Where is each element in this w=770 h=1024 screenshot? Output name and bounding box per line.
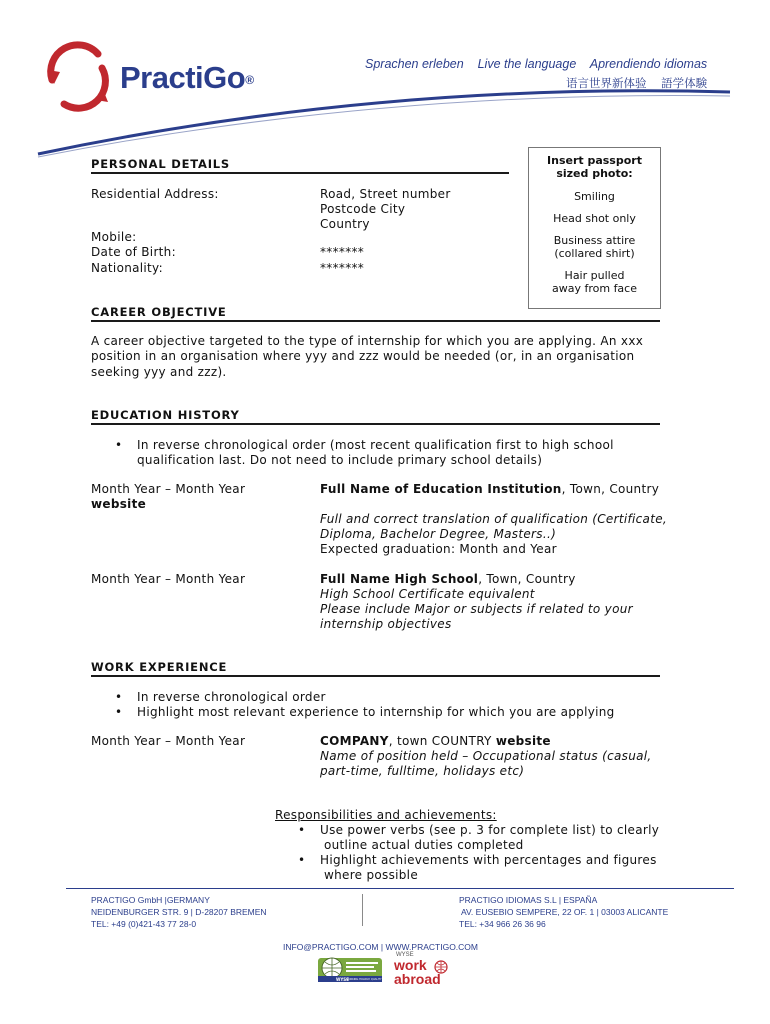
edu1-location: , Town, Country (561, 482, 660, 496)
career-line-3: seeking yyy and zzz). (91, 365, 227, 379)
edu2-school (320, 572, 576, 587)
education-bullet: • In reverse chronological order (most recent qualification first to high school (137, 438, 614, 453)
taglines-cjk: 语言世界新体验 語学体験 (566, 76, 708, 90)
label-dob: Date of Birth: (91, 245, 176, 259)
footer-right: PRACTIGO IDIOMAS S.L | ESPAÑA AV. EUSEBIO SEMPERE, 22 OF. 1 | 03003 ALICANTE TEL: +34 966 26 36 96 (459, 895, 669, 929)
edu2-line-3: internship objectives (320, 617, 452, 631)
resp-bullet-2-cont: where possible (324, 868, 419, 882)
label-address: Residential Address: (91, 187, 219, 201)
address-line-3: Country (320, 217, 370, 231)
nationality-value: ******* (320, 261, 365, 275)
address-line-2: Postcode City (320, 202, 406, 216)
work-bullet-1: • In reverse chronological order (137, 690, 326, 705)
work-position-2: part-time, fulltime, holidays etc) (320, 764, 525, 778)
edu2-line-1: High School Certificate equivalent (320, 587, 535, 601)
education-heading: EDUCATION HISTORY (91, 408, 240, 422)
resp-heading: Responsibilities and achievements: (275, 808, 497, 822)
footer-contact[interactable]: INFO@PRACTIGO.COM | WWW.PRACTIGO.COM (283, 942, 478, 952)
personal-details-heading: PERSONAL DETAILS (91, 157, 230, 171)
footer-left: PRACTIGO GmbH |GERMANY NEIDENBURGER STR. 9 | D-28207 BREMEN TEL: +49 (0)421-43 77 28-0 (91, 895, 267, 929)
edu2-school-name: Full Name High School (320, 572, 479, 586)
taglines: Sprachen erleben Live the language Aprendiendo idiomas (365, 57, 708, 71)
edu2-line-2: Please include Major or subjects if related to your (320, 602, 633, 616)
personal-rule (91, 172, 509, 174)
edu1-dates: Month Year – Month Year (91, 482, 246, 496)
work-company-line (320, 734, 551, 749)
dob-value: ******* (320, 245, 365, 259)
work-bullet-2: • Highlight most relevant experience to internship for which you are applying (137, 705, 615, 720)
edu1-institution (320, 482, 659, 497)
label-mobile: Mobile: (91, 230, 137, 244)
resp-bullet-2: • Highlight achievements with percentages and figures (320, 853, 657, 868)
registered-mark: ® (245, 72, 254, 87)
footer-rule (66, 888, 734, 889)
work-rule (91, 675, 660, 677)
edu1-website: website (91, 497, 147, 511)
edu1-qual-line-1: Full and correct translation of qualification (Certificate, (320, 512, 668, 526)
globe-icon (434, 960, 448, 974)
work-heading: WORK EXPERIENCE (91, 660, 228, 674)
photo-item-hair: Hair pulled away from face (551, 269, 637, 295)
photo-placeholder-box (528, 147, 661, 309)
career-objective-heading: CAREER OBJECTIVE (91, 305, 227, 319)
career-rule (91, 320, 660, 322)
resp-bullet-1: • Use power verbs (see p. 3 for complete list) to clearly (320, 823, 659, 838)
photo-item-attire: Business attire (collared shirt) (553, 234, 636, 260)
photo-box-title: Insert passport sized photo: (547, 154, 642, 180)
edu1-institution-name: Full Name of Education Institution (320, 482, 562, 496)
edu1-qual-line-2: Diploma, Bachelor Degree, Masters..) (320, 527, 557, 541)
career-line-1: A career objective targeted to the type of internship for which you are applying. An xxx (91, 334, 644, 348)
label-nationality: Nationality: (91, 261, 163, 275)
work-dates: Month Year – Month Year (91, 734, 246, 748)
photo-item-headshot: Head shot only (553, 212, 636, 225)
photo-item-smiling: Smiling (574, 190, 615, 203)
work-company: COMPANY (320, 734, 389, 748)
wyse-globe-icon (316, 954, 384, 986)
footer-divider (362, 894, 363, 926)
brand-name: PractiGo® (120, 60, 254, 95)
address-line-1: Road, Street number (320, 187, 451, 201)
work-position-1: Name of position held – Occupational status (casual, (320, 749, 652, 763)
education-bullet-cont: qualification last. Do not need to include primary school details) (137, 453, 543, 467)
work-website: website (495, 734, 551, 748)
resp-bullet-1-cont: outline actual duties completed (324, 838, 524, 852)
career-line-2: position in an organisation where yyy and zzz would be needed (or, in an organisation (91, 349, 635, 363)
education-rule (91, 423, 660, 425)
wyse-certification-logo: WYSE WORKING HOLIDAY QUALITY CERTIFICATION (316, 954, 384, 986)
work-abroad-logo: WYSE work abroad (394, 952, 454, 988)
edu2-dates: Month Year – Month Year (91, 572, 246, 586)
work-company-rest: , town COUNTRY (388, 734, 496, 748)
edu2-location: , Town, Country (478, 572, 576, 586)
edu1-graduation: Expected graduation: Month and Year (320, 542, 557, 556)
